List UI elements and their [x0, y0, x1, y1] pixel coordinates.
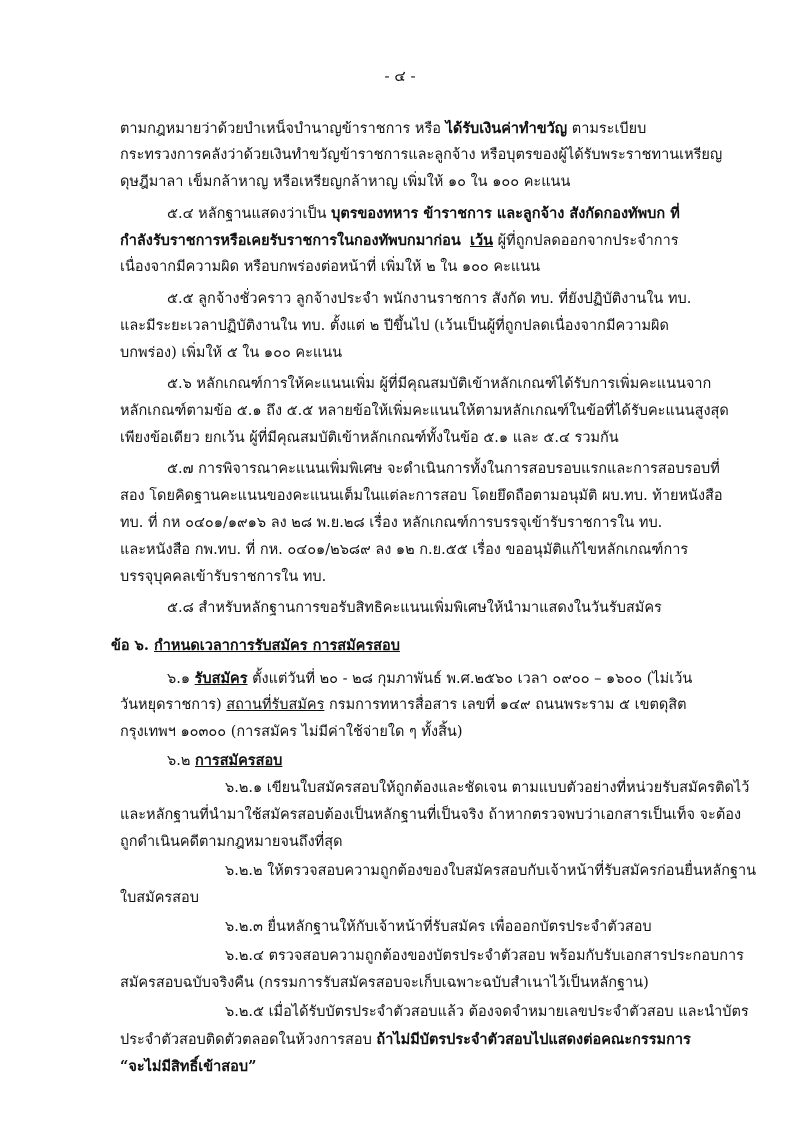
- text-line: ใบสมัครสอบ: [120, 890, 199, 906]
- underlined-bold-text: เว้น: [470, 232, 494, 249]
- clause-6-2-3: ๖.๒.๓ ยื่นหลักฐานให้กับเจ้าหน้าที่รับสมัคร เพื่อออกบัตรประจำตัวสอบ: [225, 919, 652, 935]
- clause-5-6: ๕.๖ หลักเกณฑ์การให้คะแนนเพิ่ม ผู้ที่มีคุณสมบัติเข้าหลักเกณฑ์ได้รับการเพิ่มคะแนนจาก: [167, 376, 712, 392]
- text-line: กระทรวงการคลังว่าด้วยเงินทำขวัญข้าราชการและลูกจ้าง หรือบุตรของผู้ได้รับพระราชทานเหรียญ: [120, 147, 723, 163]
- text-line: สมัครสอบฉบับจริงคืน (กรรมการรับสมัครสอบจะเก็บเฉพาะฉบับสำเนาไว้เป็นหลักฐาน): [120, 975, 649, 991]
- clause-5-4: ๕.๔ หลักฐานแสดงว่าเป็น บุตรของทหาร ข้าราชการ และลูกจ้าง สังกัดกองทัพบก ที่: [167, 205, 680, 222]
- text-line: สอง โดยคิดฐานคะแนนของคะแนนเต็มในแต่ละการสอบ โดยยึดถือตามอนุมัติ ผบ.ทบ. ท้ายหนังสือ: [120, 488, 723, 504]
- section-6-title: กำหนดเวลาการรับสมัคร การสมัครสอบ: [153, 637, 400, 654]
- section-6-heading: ข้อ ๖. กำหนดเวลาการรับสมัคร การสมัครสอบ: [111, 637, 400, 654]
- clause-5-8: ๕.๘ สำหรับหลักฐานการขอรับสิทธิคะแนนเพิ่มพิเศษให้นำมาแสดงในวันรับสมัคร: [167, 600, 662, 616]
- text-line: ตามกฎหมายว่าด้วยบำเหน็จบำนาญข้าราชการ หรือ ได้รับเงินค่าทำขวัญ ตามระเบียบ: [120, 120, 647, 137]
- text-line: ทบ. ที่ กห ๐๔๐๑/๑๙๑๖ ลง ๒๘ พ.ย.๒๘ เรื่อง หลักเกณฑ์การบรรจุเข้ารับราชการใน ทบ.: [120, 515, 663, 531]
- clause-5-5: ๕.๕ ลูกจ้างชั่วคราว ลูกจ้างประจำ พนักงานราชการ สังกัด ทบ. ที่ยังปฏิบัติงานใน ทบ.: [167, 291, 692, 307]
- clause-6-2-1: ๖.๒.๑ เขียนใบสมัครสอบให้ถูกต้องและชัดเจน ตามแบบตัวอย่างที่หน่วยรับสมัครติดไว้: [225, 780, 750, 796]
- clause-6-2: ๖.๒ การสมัครสอบ: [167, 752, 283, 769]
- bold-text: กำลังรับราชการหรือเคยรับราชการในกองทัพบกมาก่อน: [120, 232, 461, 249]
- text-line: บกพร่อง) เพิ่มให้ ๕ ใน ๑๐๐ คะแนน: [120, 345, 343, 361]
- text-line: เนื่องจากมีความผิด หรือบกพร่องต่อหน้าที่ เพิ่มให้ ๒ ใน ๑๐๐ คะแนน: [120, 259, 541, 275]
- text-line: กำลังรับราชการหรือเคยรับราชการในกองทัพบกมาก่อน เว้น ผู้ที่ถูกปลดออกจากประจำการ: [120, 232, 679, 249]
- text-line: และหลักฐานที่นำมาใช้สมัครสอบต้องเป็นหลักฐานที่เป็นจริง ถ้าหากตรวจพบว่าเอกสารเป็นเท็จ จะต้อง: [120, 807, 742, 823]
- text-line: กรุงเทพฯ ๑๐๓๐๐ (การสมัคร ไม่มีค่าใช้จ่ายใด ๆ ทั้งสิ้น): [120, 724, 463, 740]
- text-line: และมีระยะเวลาปฏิบัติงานใน ทบ. ตั้งแต่ ๒ ปีขึ้นไป (เว้นเป็นผู้ที่ถูกปลดเนื่องจากมีความผิด: [120, 318, 669, 334]
- text-line: วันหยุดราชการ) สถานที่รับสมัคร กรมการทหารสื่อสาร เลขที่ ๑๔๙ ถนนพระราม ๕ เขตดุสิต: [120, 697, 687, 713]
- underlined-bold-text: รับสมัคร: [194, 670, 248, 687]
- text-line: หลักเกณฑ์ตามข้อ ๕.๑ ถึง ๕.๕ หลายข้อให้เพิ่มคะแนนให้ตามหลักเกณฑ์ในข้อที่ได้รับคะแนนสูงสุด: [120, 403, 729, 419]
- bold-text: ถ้าไม่มีบัตรประจำตัวสอบไปแสดงต่อคณะกรรมการ: [376, 1031, 691, 1048]
- clause-6-2-4: ๖.๒.๔ ตรวจสอบความถูกต้องของบัตรประจำตัวสอบ พร้อมกับรับเอกสารประกอบการ: [225, 948, 744, 964]
- text-line: ถูกดำเนินคดีตามกฎหมายจนถึงที่สุด: [120, 834, 343, 850]
- page-number: - ๔ -: [384, 67, 416, 85]
- text-line: และหนังสือ กพ.ทบ. ที่ กห. ๐๔๐๑/๒๖๘๙ ลง ๑๒ ก.ย.๕๕ เรื่อง ขออนุมัติแก้ไขหลักเกณฑ์การ: [120, 542, 689, 558]
- clause-5-7: ๕.๗ การพิจารณาคะแนนเพิ่มพิเศษ จะดำเนินการทั้งในการสอบรอบแรกและการสอบรอบที่: [167, 461, 720, 477]
- clause-6-2-2: ๖.๒.๒ ให้ตรวจสอบความถูกต้องของใบสมัครสอบกับเจ้าหน้าที่รับสมัครก่อนยื่นหลักฐาน: [225, 863, 757, 879]
- clause-6-2-5: ๖.๒.๕ เมื่อได้รับบัตรประจำตัวสอบแล้ว ต้องจดจำหมายเลขประจำตัวสอบ และนำบัตร: [225, 1004, 749, 1020]
- text-line: “จะไม่มีสิทธิ์เข้าสอบ”: [120, 1058, 257, 1075]
- text-line: ประจำตัวสอบติดตัวตลอดในห้วงการสอบ ถ้าไม่มีบัตรประจำตัวสอบไปแสดงต่อคณะกรรมการ: [120, 1031, 691, 1048]
- text-line: ดุษฎีมาลา เข็มกล้าหาญ หรือเหรียญกล้าหาญ เพิ่มให้ ๑๐ ใน ๑๐๐ คะแนน: [120, 174, 571, 190]
- underlined-bold-text: การสมัครสอบ: [194, 752, 283, 769]
- underlined-text: สถานที่รับสมัคร: [226, 697, 325, 713]
- text-line: บรรจุบุคคลเข้ารับราชการใน ทบ.: [120, 569, 327, 585]
- bold-text: ได้รับเงินค่าทำขวัญ: [445, 120, 568, 137]
- text-line: เพียงข้อเดียว ยกเว้น ผู้ที่มีคุณสมบัติเข้าหลักเกณฑ์ทั้งในข้อ ๕.๑ และ ๕.๔ รวมกัน: [120, 430, 619, 446]
- bold-text: บุตรของทหาร ข้าราชการ และลูกจ้าง สังกัดกองทัพบก ที่: [331, 205, 680, 222]
- clause-6-1: ๖.๑ รับสมัคร ตั้งแต่วันที่ ๒๐ - ๒๘ กุมภาพันธ์ พ.ศ.๒๕๖๐ เวลา ๐๙๐๐ – ๑๖๐๐ (ไม่เว้น: [167, 670, 693, 687]
